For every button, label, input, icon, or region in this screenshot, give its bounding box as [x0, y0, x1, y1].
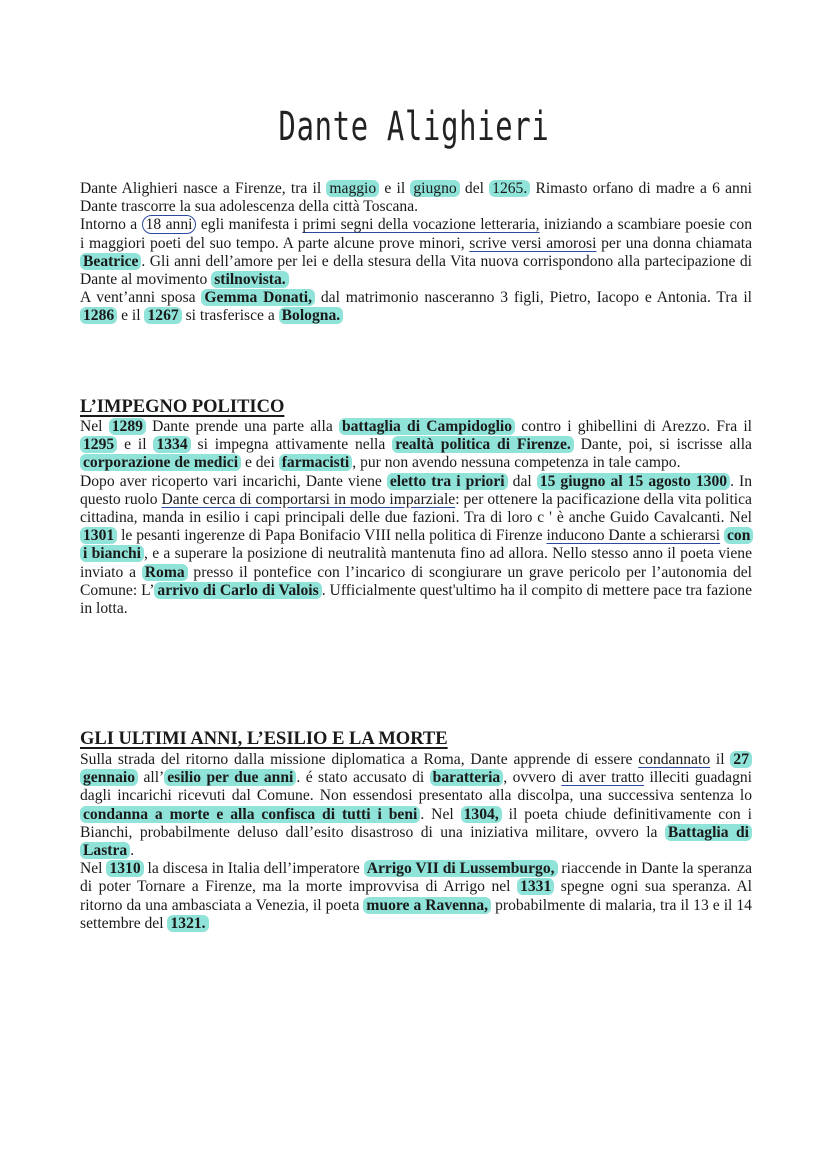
text: probabilmente di malaria, tra il 13 e il 14 settembre del: [80, 896, 752, 932]
text: . Gli anni dell’amore per lei e della stesura della Vita nuova corrispondono alla partecipazione di Dante al movimento: [80, 252, 752, 289]
section-heading-politico: L’IMPEGNO POLITICO: [80, 397, 285, 417]
highlight: 1321.: [167, 915, 208, 932]
underlined-text: inducono Dante a schierarsi: [546, 527, 721, 545]
highlight: corporazione de medici: [80, 454, 241, 471]
highlight: giugno: [410, 180, 459, 197]
text: . Nel: [420, 805, 461, 823]
text: dal: [507, 472, 537, 490]
text: iniziando a scambiare poesie con i maggiori poeti del suo tempo. A parte alcune prove minori,: [80, 216, 752, 252]
highlight: farmacisti: [279, 454, 353, 471]
text: e il: [117, 436, 154, 454]
text: Nel: [80, 860, 107, 878]
text: contro i ghibellini di Arezzo. Fra il: [515, 418, 752, 435]
highlight: 15 giugno al 15 agosto 1300: [537, 473, 730, 490]
text: egli manifesta i: [196, 216, 303, 234]
text: . é stato accusato di: [296, 769, 430, 787]
highlight: 1289: [109, 418, 146, 435]
highlight: maggio: [326, 180, 379, 197]
text: : per ottenere la pacificazione della vita politica cittadina, manda in esilio i capi principali delle due fazioni. Tra di loro c ' è anche Guido Cavalcanti. Nel: [80, 490, 752, 527]
text: , ovvero: [503, 769, 562, 787]
text: del: [459, 180, 490, 197]
text: Sulla strada del ritorno dalla missione diplomatica a Roma, Dante apprende di essere: [80, 751, 639, 768]
text: si trasferisce a: [181, 307, 279, 325]
highlight: eletto tra i priori: [387, 473, 508, 490]
text: il poeta chiude definitivamente con i Bianchi, probabilmente deluso dall’esito disastroso di una iniziativa militare, ovvero la: [80, 805, 752, 841]
highlight: Battaglia di Lastra: [80, 824, 752, 859]
text: Dante prende una parte alla: [145, 418, 339, 435]
highlight: 1267: [144, 307, 181, 324]
text: si impegna attivamente nella: [190, 436, 393, 454]
highlight: 1286: [80, 307, 117, 324]
underlined-text: di aver tratto: [561, 769, 645, 787]
text: , pur non avendo nessuna competenza in tale campo.: [352, 454, 681, 472]
highlight: 1301: [80, 527, 117, 544]
text: Dante Alighieri nasce a Firenze, tra il: [80, 180, 327, 197]
section-heading-ultimi: GLI ULTIMI ANNI, L’ESILIO E LA MORTE: [80, 729, 448, 749]
text: Dopo aver ricoperto vari incarichi, Dante viene: [80, 472, 387, 490]
highlight: Beatrice: [80, 253, 141, 270]
highlight: 1310: [106, 860, 143, 877]
highlight: condanna a morte e alla confisca di tutti i beni: [80, 806, 420, 823]
highlight: 1295: [80, 436, 117, 453]
underlined-text: scrive versi amorosi: [469, 234, 597, 252]
highlight: 27 gennaio: [80, 751, 752, 786]
text: all’: [138, 769, 165, 787]
text: Intorno a: [80, 216, 142, 234]
highlight: realtà politica di Firenze.: [392, 436, 574, 453]
highlight: stilnovista.: [211, 271, 288, 288]
highlight: muore a Ravenna,: [363, 897, 491, 914]
highlight: Arrigo VII di Lussemburgo,: [364, 860, 558, 877]
text: Dante, poi, si iscrisse alla: [573, 436, 752, 454]
page-title: Dante Alighieri: [278, 104, 550, 150]
highlight: esilio per due anni: [164, 769, 296, 786]
text: per una donna chiamata: [596, 234, 752, 252]
text: illeciti guadagni dagli incarichi ricevuti dal Comune. Non essendosi presentato alla discolpa, una successiva sentenza lo: [80, 769, 753, 805]
underlined-text: Dante cerca di comportarsi in modo imparziale: [161, 490, 456, 508]
highlight: Gemma Donati,: [201, 289, 315, 306]
text: . Ufficialmente quest'ultimo ha il compito di mettere pace tra fazione in lotta.: [80, 581, 752, 618]
highlight: con i bianchi: [80, 527, 753, 562]
intro-paragraph: [80, 180, 752, 326]
text: A vent’anni sposa: [80, 289, 202, 307]
politico-paragraph: [80, 418, 752, 618]
underlined-text: condannato: [638, 751, 711, 768]
highlight: 1331: [517, 878, 554, 895]
text: Rimasto orfano di madre a 6 anni Dante trascorre la sua adolescenza della città Toscana.: [80, 180, 752, 216]
highlight: arrivo di Carlo di Valois: [154, 582, 321, 599]
text: il: [710, 751, 731, 768]
text: dal matrimonio nasceranno 3 figli, Pietro, Iacopo e Antonia. Tra il: [315, 289, 752, 307]
highlight: 1265.: [489, 180, 530, 197]
highlight: battaglia di Campidoglio: [339, 418, 515, 435]
text: riaccende in Dante la speranza di poter Tornare a Firenze, ma la morte improvvisa di Arrigo nel: [80, 860, 752, 896]
text: e dei: [241, 454, 279, 472]
text: le pesanti ingerenze di Papa Bonifacio VIII nella politica di Firenze: [117, 527, 547, 545]
text: , e a superare la posizione di neutralità mantenuta fino ad allora. Nello stesso anno il poeta viene inviato a: [80, 545, 752, 581]
circled-text: 18 anni: [142, 215, 197, 234]
highlight: 1334: [153, 436, 190, 453]
underlined-text: primi segni della vocazione letteraria,: [302, 216, 540, 234]
text: Nel: [80, 418, 109, 435]
highlight: Bologna.: [279, 307, 344, 324]
text: . In questo ruolo: [80, 472, 753, 508]
highlight: 1304,: [461, 806, 502, 823]
text: spegne ogni sua speranza. Al ritorno da una ambasciata a Venezia, il poeta: [80, 878, 752, 914]
text: e il: [379, 180, 411, 197]
text: la discesa in Italia dell’imperatore: [143, 860, 364, 878]
text: .: [130, 842, 135, 860]
ultimi-paragraph: [80, 751, 752, 933]
highlight: baratteria: [430, 769, 504, 786]
text: e il: [117, 307, 145, 325]
highlight: Roma: [142, 564, 188, 581]
text: presso il pontefice con l’incarico di scongiurare un grave pericolo per l’autonomia del Comune: L’: [80, 563, 753, 599]
